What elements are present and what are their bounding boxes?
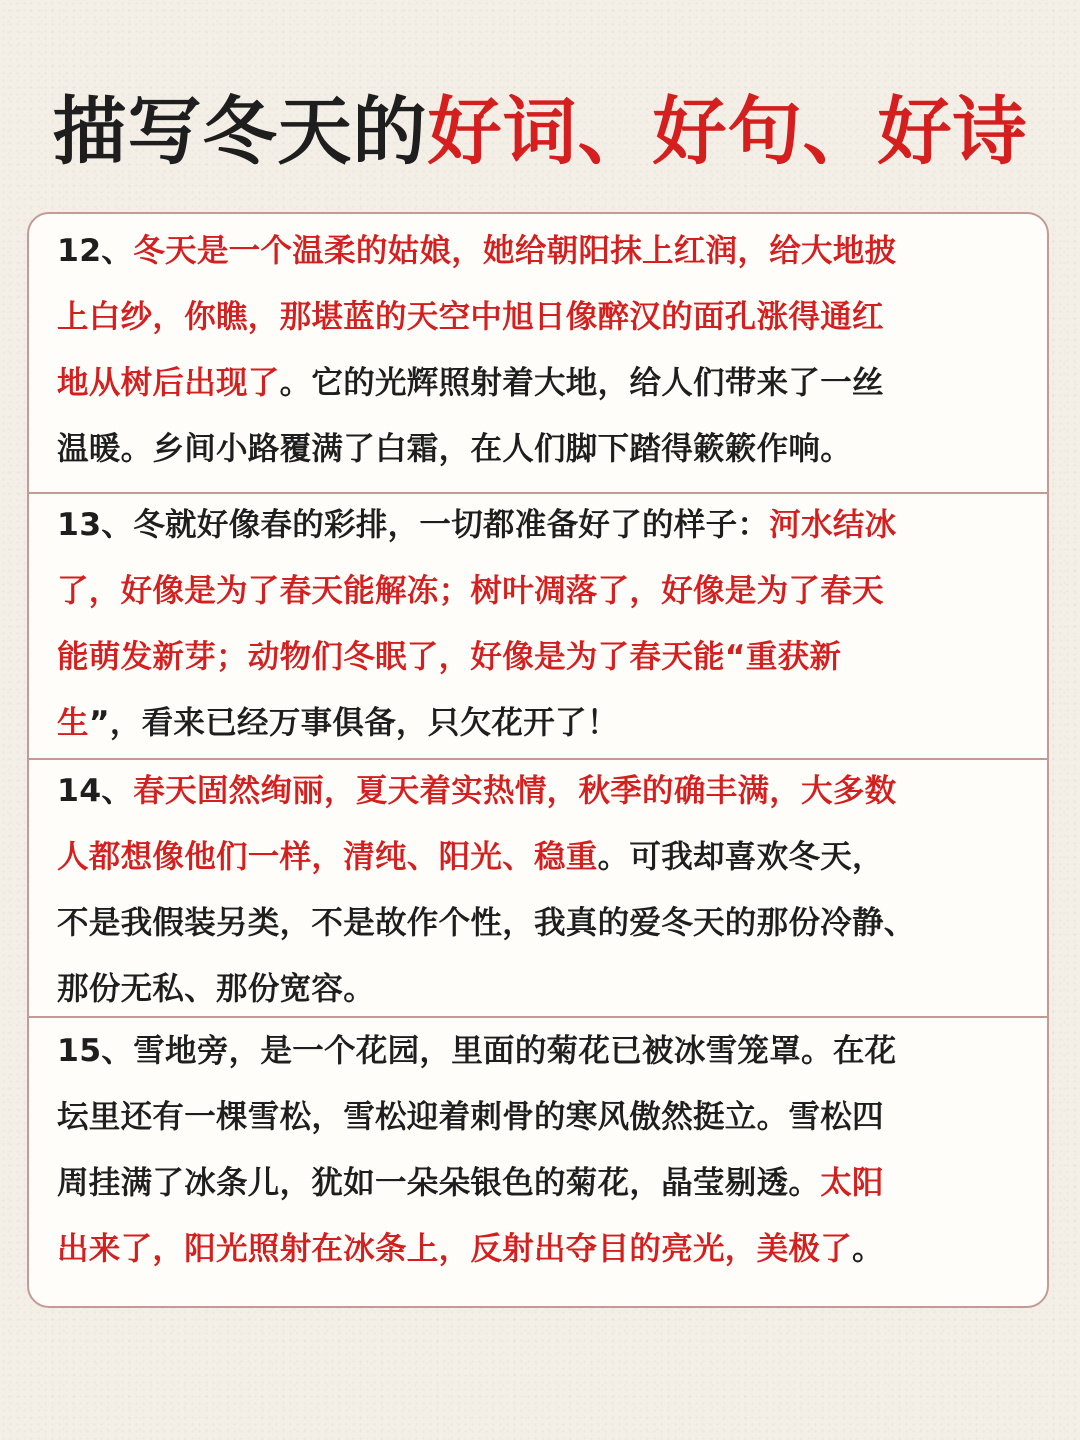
highlight-text: 能萌发新芽；动物们冬眠了，好像是为了春天能“重获新: [57, 639, 842, 675]
page-title: [0, 82, 1080, 182]
highlight-text: 太阳: [820, 1165, 884, 1201]
highlight-text: 河水结冰: [769, 507, 897, 543]
body-text: 14、: [57, 773, 134, 809]
body-text: ”，看来已经万事俱备，只欠花开了！: [88, 705, 619, 741]
content-card: [27, 212, 1049, 1308]
text-line: [57, 624, 1047, 690]
body-text: 不是我假装另类，不是故作个性，我真的爱冬天的那份冷静、: [57, 905, 916, 941]
text-line: [57, 1084, 1047, 1150]
text-line: [57, 416, 1047, 482]
highlight-text: 人都想像他们一样，清纯、阳光、稳重: [57, 839, 598, 875]
title-part-red: 好词、好句、好诗: [427, 89, 1028, 175]
text-line: [57, 1216, 1047, 1282]
body-text: 。可我却喜欢冬天，: [597, 839, 884, 875]
body-text: 13、冬就好像春的彩排，一切都准备好了的样子：: [57, 507, 770, 543]
highlight-text: 上白纱，你瞧，那堪蓝的天空中旭日像醉汉的面孔涨得通红: [57, 299, 884, 335]
text-line: [57, 350, 1047, 416]
text-line: [57, 1150, 1047, 1216]
section-12: [57, 218, 1047, 482]
text-line: [57, 956, 1047, 1022]
highlight-text: 生: [57, 705, 89, 741]
body-text: 15、雪地旁，是一个花园，里面的菊花已被冰雪笼罩。在花: [57, 1033, 897, 1069]
body-text: 12、: [57, 233, 134, 269]
body-text: 温暖。乡间小路覆满了白霜，在人们脚下踏得簌簌作响。: [57, 431, 853, 467]
highlight-text: 春天固然绚丽，夏天着实热情，秋季的确丰满，大多数: [133, 773, 897, 809]
section-15: [57, 1018, 1047, 1282]
section-13: [57, 492, 1047, 756]
text-line: [57, 558, 1047, 624]
text-line: [57, 284, 1047, 350]
body-text: 。: [852, 1231, 884, 1267]
body-text: 坛里还有一棵雪松，雪松迎着刺骨的寒风傲然挺立。雪松四: [57, 1099, 884, 1135]
title-part-dark: 描写冬天的: [52, 89, 428, 175]
body-text: 那份无私、那份宽容。: [57, 971, 376, 1007]
text-line: [57, 218, 1047, 284]
text-line: [57, 1018, 1047, 1084]
highlight-text: 冬天是一个温柔的姑娘，她给朝阳抹上红润，给大地披: [133, 233, 897, 269]
text-line: [57, 690, 1047, 756]
text-line: [57, 824, 1047, 890]
text-line: [57, 492, 1047, 558]
body-text: 周挂满了冰条儿，犹如一朵朵银色的菊花，晶莹剔透。: [57, 1165, 821, 1201]
body-text: 。它的光辉照射着大地，给人们带来了一丝: [279, 365, 884, 401]
highlight-text: 了，好像是为了春天能解冻；树叶凋落了，好像是为了春天: [57, 573, 884, 609]
section-14: [57, 758, 1047, 1022]
text-line: [57, 890, 1047, 956]
highlight-text: 地从树后出现了: [57, 365, 280, 401]
text-line: [57, 758, 1047, 824]
highlight-text: 出来了，阳光照射在冰条上，反射出夺目的亮光，美极了: [57, 1231, 853, 1267]
